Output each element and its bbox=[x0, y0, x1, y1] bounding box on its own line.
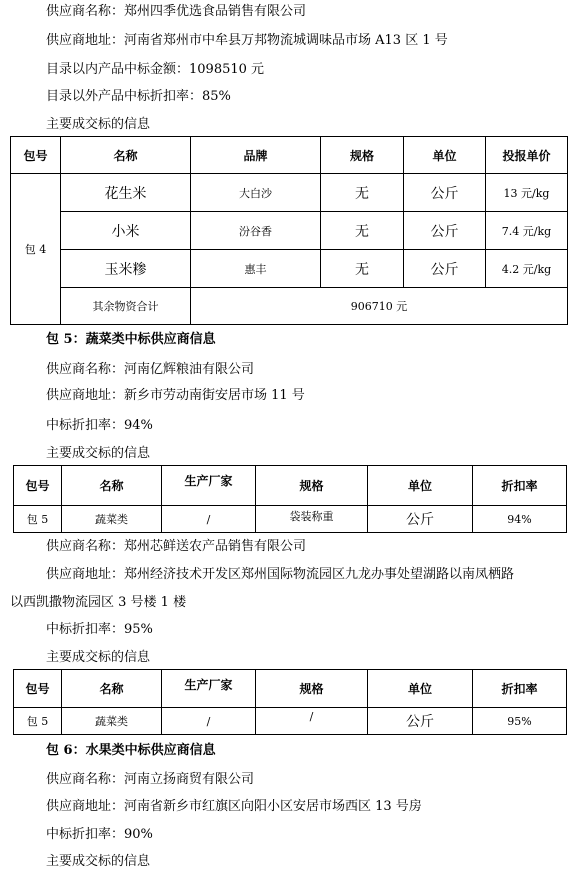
info-caption: 主要成交标的信息 bbox=[46, 854, 151, 869]
supplier-name: 供应商名称：郑州芯鲜送农产品销售有限公司 bbox=[46, 539, 307, 554]
supplier-address-line1: 供应商地址：郑州经济技术开发区郑州国际物流园区九龙办事处望湖路以南凤栖路 bbox=[46, 567, 515, 582]
item-spec: 无 bbox=[321, 174, 404, 212]
item-brand: 汾谷香 bbox=[191, 212, 321, 250]
item-spec: 袋装称重 bbox=[256, 506, 368, 533]
supplier-address: 供应商地址：河南省新乡市红旗区向阳小区安居市场西区 13 号房 bbox=[46, 799, 422, 814]
supplier-name: 供应商名称：河南亿辉粮油有限公司 bbox=[46, 362, 255, 377]
other-total-value: 906710 元 bbox=[191, 288, 568, 325]
item-unit: 公斤 bbox=[404, 174, 486, 212]
item-unit: 公斤 bbox=[404, 212, 486, 250]
header-cell: 名称 bbox=[61, 137, 191, 174]
supplier-address: 供应商地址：河南省郑州市中牟县万邦物流城调味品市场 A13 区 1 号 bbox=[46, 33, 448, 48]
info-caption: 主要成交标的信息 bbox=[46, 117, 151, 132]
table-row bbox=[11, 212, 568, 250]
header-cell: 单位 bbox=[404, 137, 486, 174]
item-maker: / bbox=[162, 506, 256, 533]
item-unit: 公斤 bbox=[368, 506, 473, 533]
supplier-name: 供应商名称：河南立扬商贸有限公司 bbox=[46, 772, 255, 787]
item-name: 蔬菜类 bbox=[62, 708, 162, 735]
table-row bbox=[11, 288, 568, 325]
item-name: 玉米糁 bbox=[61, 250, 191, 288]
in-catalog-amount: 目录以内产品中标金额：1098510 元 bbox=[46, 62, 265, 77]
package-cell: 包 5 bbox=[14, 708, 62, 735]
table-row bbox=[14, 506, 567, 533]
package5-table-a bbox=[13, 465, 567, 533]
header-cell: 包号 bbox=[14, 466, 62, 506]
table-row bbox=[14, 708, 567, 735]
table-row bbox=[11, 174, 568, 212]
package-cell: 包 4 bbox=[11, 174, 61, 325]
winning-rate: 中标折扣率：90% bbox=[46, 827, 153, 842]
table-header-row bbox=[14, 670, 567, 708]
header-cell: 折扣率 bbox=[473, 670, 567, 708]
out-catalog-rate: 目录以外产品中标折扣率：85% bbox=[46, 89, 231, 104]
header-cell: 单位 bbox=[368, 466, 473, 506]
item-brand: 大白沙 bbox=[191, 174, 321, 212]
supplier-address: 供应商地址：新乡市劳动南街安居市场 11 号 bbox=[46, 388, 305, 403]
package4-table bbox=[10, 136, 568, 325]
header-cell: 单位 bbox=[368, 670, 473, 708]
package-cell: 包 5 bbox=[14, 506, 62, 533]
package6-heading: 包 6：水果类中标供应商信息 bbox=[46, 743, 216, 758]
info-caption: 主要成交标的信息 bbox=[46, 650, 151, 665]
supplier-name: 供应商名称：郑州四季优选食品销售有限公司 bbox=[46, 4, 307, 19]
item-name: 蔬菜类 bbox=[62, 506, 162, 533]
item-price: 13 元/kg bbox=[486, 174, 568, 212]
header-cell: 包号 bbox=[14, 670, 62, 708]
header-cell: 规格 bbox=[321, 137, 404, 174]
header-cell: 规格 bbox=[256, 466, 368, 506]
item-spec: / bbox=[256, 708, 368, 735]
header-cell: 名称 bbox=[62, 670, 162, 708]
header-cell: 规格 bbox=[256, 670, 368, 708]
other-total-label: 其余物资合计 bbox=[61, 288, 191, 325]
item-unit: 公斤 bbox=[368, 708, 473, 735]
item-spec: 无 bbox=[321, 250, 404, 288]
item-rate: 95% bbox=[473, 708, 567, 735]
header-cell: 折扣率 bbox=[473, 466, 567, 506]
item-rate: 94% bbox=[473, 506, 567, 533]
header-cell: 品牌 bbox=[191, 137, 321, 174]
winning-rate: 中标折扣率：95% bbox=[46, 622, 153, 637]
item-name: 花生米 bbox=[61, 174, 191, 212]
item-price: 4.2 元/kg bbox=[486, 250, 568, 288]
header-cell: 生产厂家 bbox=[162, 466, 256, 506]
header-cell: 投报单价 bbox=[486, 137, 568, 174]
winning-rate: 中标折扣率：94% bbox=[46, 418, 153, 433]
item-price: 7.4 元/kg bbox=[486, 212, 568, 250]
item-unit: 公斤 bbox=[404, 250, 486, 288]
package5-table-b bbox=[13, 669, 567, 735]
package5-heading: 包 5：蔬菜类中标供应商信息 bbox=[46, 332, 216, 347]
info-caption: 主要成交标的信息 bbox=[46, 446, 151, 461]
header-cell: 生产厂家 bbox=[162, 670, 256, 708]
table-header-row bbox=[14, 466, 567, 506]
item-brand: 惠丰 bbox=[191, 250, 321, 288]
item-maker: / bbox=[162, 708, 256, 735]
header-cell: 名称 bbox=[62, 466, 162, 506]
item-spec: 无 bbox=[321, 212, 404, 250]
header-cell: 包号 bbox=[11, 137, 61, 174]
table-row bbox=[11, 250, 568, 288]
table-header-row bbox=[11, 137, 568, 174]
item-name: 小米 bbox=[61, 212, 191, 250]
supplier-address-line2: 以西凯撒物流园区 3 号楼 1 楼 bbox=[10, 595, 187, 610]
